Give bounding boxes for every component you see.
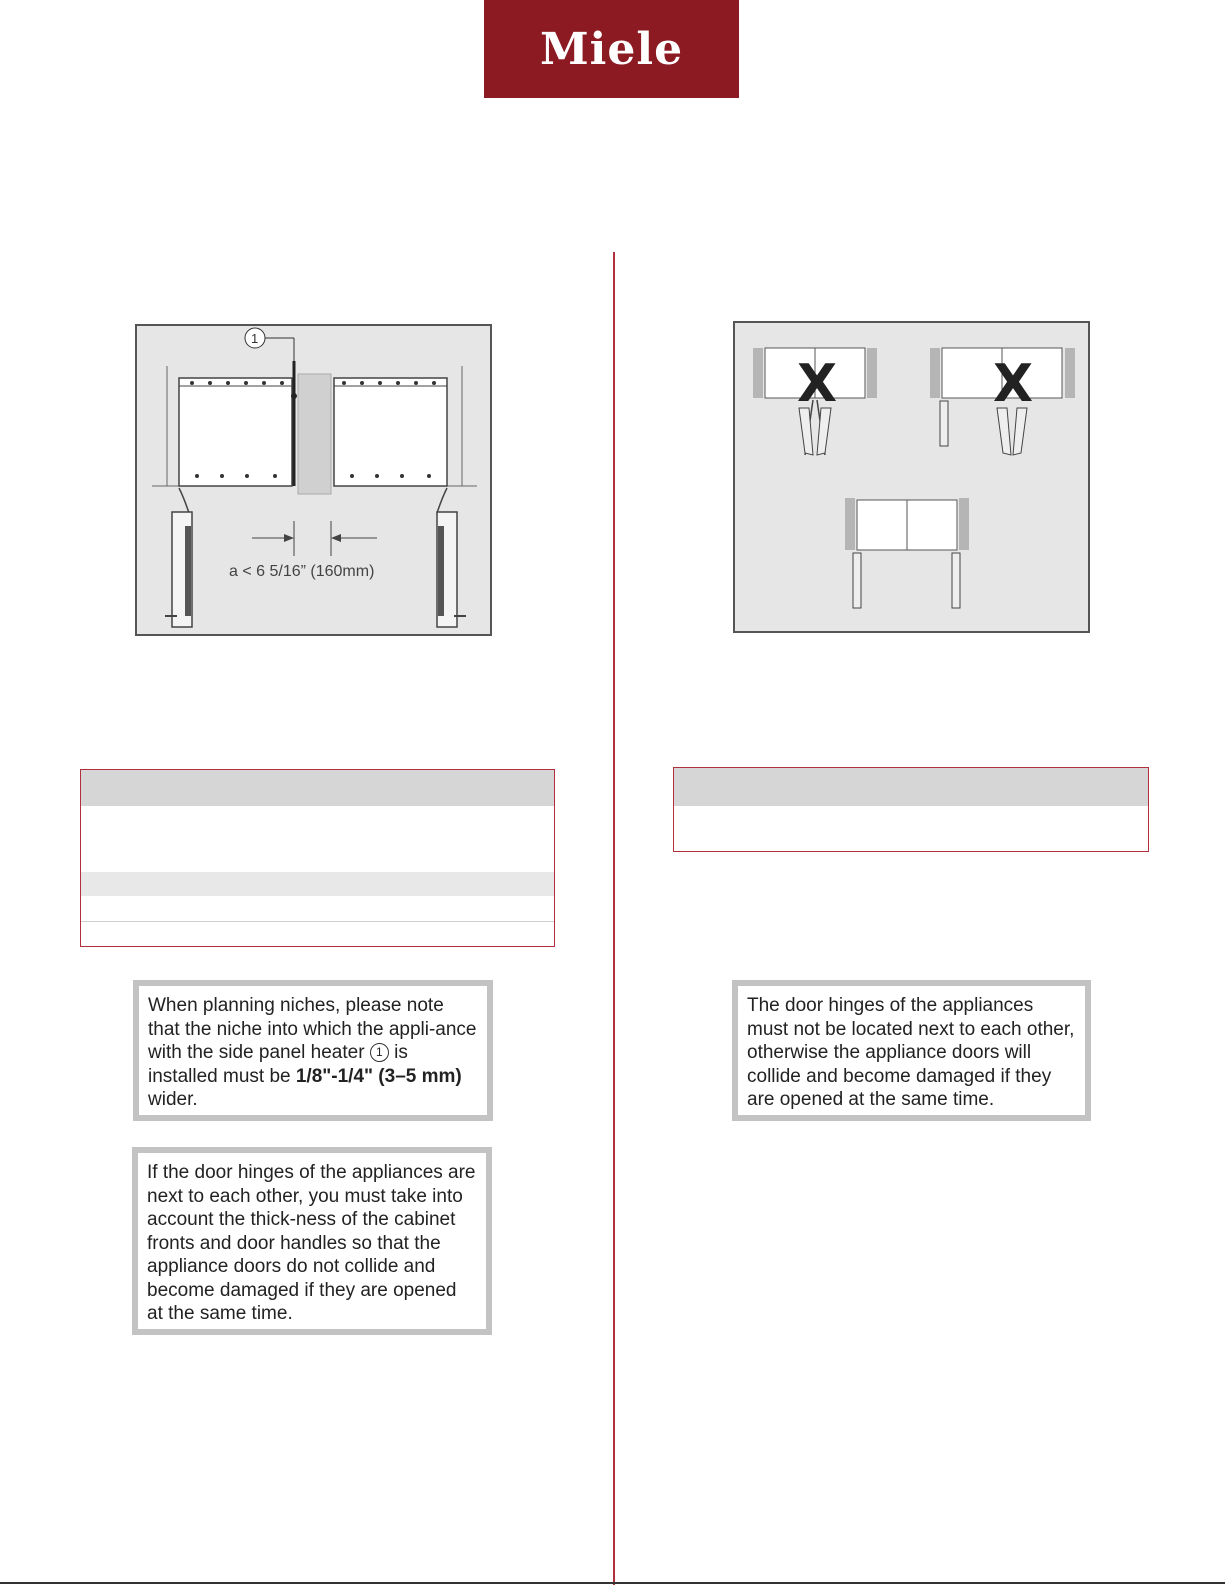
niche-width-diagram bbox=[135, 324, 492, 636]
table-subheader-row bbox=[81, 872, 554, 896]
collision-cross-1: X bbox=[797, 354, 838, 414]
left-spec-table bbox=[80, 769, 555, 947]
column-divider bbox=[613, 252, 615, 1585]
callout-number-1-inline: 1 bbox=[370, 1043, 389, 1062]
miele-logo bbox=[484, 0, 739, 98]
hinges-adjacent-note bbox=[132, 1147, 492, 1335]
hinge-placement-diagram bbox=[733, 321, 1090, 633]
page-bottom-rule bbox=[0, 1582, 1225, 1584]
table-header-row bbox=[674, 768, 1148, 806]
note-text-bold-measure: 1/8"-1/4" (3–5 mm) bbox=[295, 1065, 462, 1087]
table-row bbox=[81, 806, 554, 872]
note-text-mid: is installed must be bbox=[148, 1042, 408, 1087]
hinge-placement-illustration bbox=[735, 323, 1092, 635]
note-text-start: When planning niches, please note that the niche into which the appli-ance with the side panel heater bbox=[148, 995, 477, 1063]
table-header-row bbox=[81, 770, 554, 806]
table-row bbox=[81, 896, 554, 921]
table-row bbox=[81, 921, 554, 946]
niche-dimension-label: a < 6 5/16” (160mm) bbox=[229, 563, 375, 580]
niche-planning-note bbox=[133, 980, 493, 1121]
note-text-end: wider. bbox=[148, 1089, 198, 1110]
note-text: If the door hinges of the appliances are next to each other, you must take into account the thick-ness of the cabinet fronts and door handles so that the appliance doors do not collide and become damaged if they are opened at the same time. bbox=[147, 1162, 476, 1324]
hinges-not-adjacent-note bbox=[732, 980, 1091, 1121]
table-row bbox=[674, 806, 1148, 850]
right-spec-table bbox=[673, 767, 1149, 852]
callout-number-1: 1 bbox=[251, 331, 259, 346]
note-text: The door hinges of the appliances must not be located next to each other, otherwise the appliance doors will collide and become damaged if they are opened at the same time. bbox=[747, 995, 1075, 1110]
collision-cross-2: X bbox=[993, 354, 1034, 414]
niche-width-illustration bbox=[137, 326, 494, 638]
logo-text: Miele bbox=[539, 23, 684, 75]
